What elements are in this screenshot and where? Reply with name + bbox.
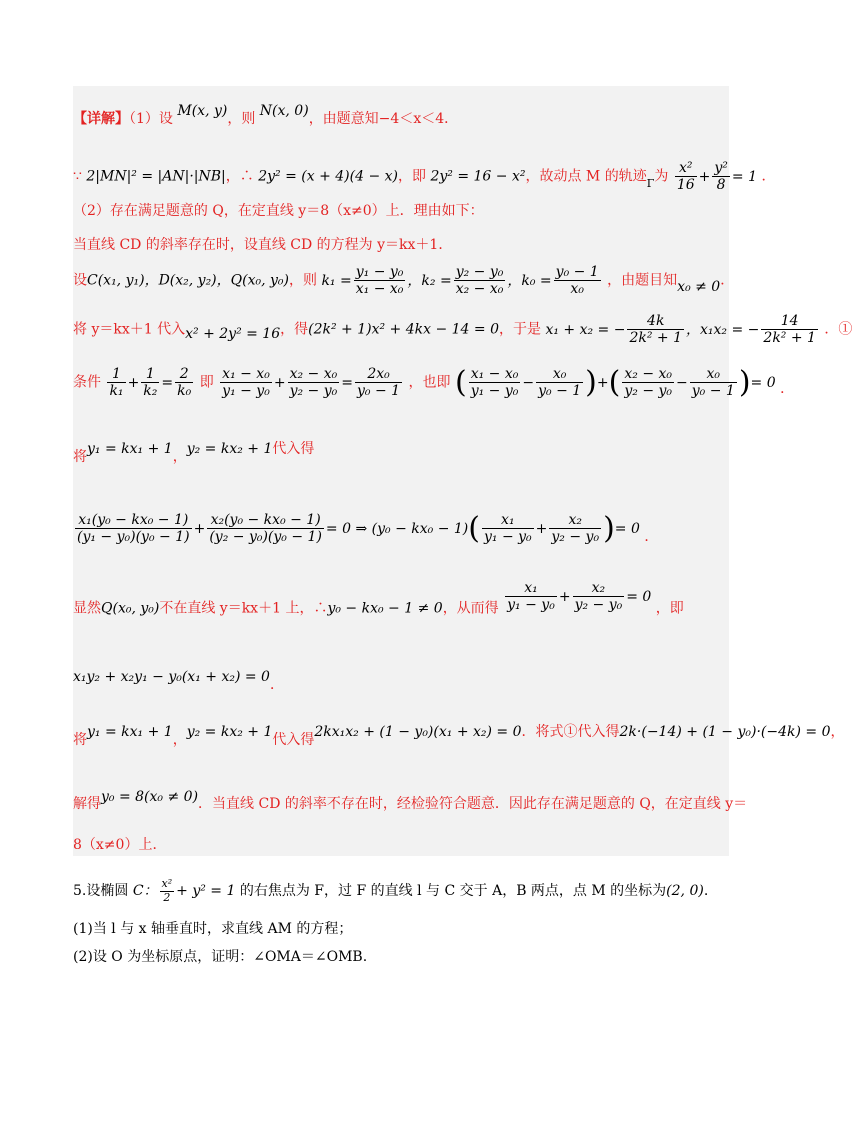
math-mid: = 0 ⇒ (y₀ − kx₀ − 1): [325, 520, 469, 537]
math-eq: 2y² = (x + 4)(4 − x): [258, 168, 398, 185]
text: 不在直线 y＝kx＋1 上，∴: [159, 600, 328, 617]
math-nonzero: y₀ − kx₀ − 1 ≠ 0: [327, 600, 443, 617]
frac-num: 4k: [627, 313, 684, 330]
text: ．: [720, 272, 735, 289]
problem-line-2: (1)当 l 与 x 轴垂直时，求直线 AM 的方程；: [73, 921, 353, 937]
frac-num: 2x₀: [355, 366, 402, 383]
solution-line-1: [73, 103, 459, 127]
solution-line-7: [73, 366, 794, 399]
math-tail: = 1: [731, 168, 757, 185]
text: ，则: [227, 111, 256, 127]
math-tail: = 0: [750, 374, 776, 391]
problem-line-3: (2)设 O 为坐标原点，证明：∠OMA＝∠OMB.: [73, 949, 368, 965]
frac-den: y₂ − y₀: [551, 529, 600, 546]
math-quadratic: (2k² + 1)x² + 4kx − 14 = 0: [308, 321, 499, 338]
text: ，于是: [499, 321, 541, 338]
text: 将 y＝kx＋1 代入: [73, 321, 186, 338]
math-eq: 2y² = 16 − x²: [430, 168, 526, 185]
solution-panel: [73, 86, 729, 856]
frac-den: k₀: [177, 383, 192, 400]
text: 即: [199, 374, 214, 391]
text: （1）设: [129, 111, 173, 127]
k2-label: ，k₂ =: [407, 272, 452, 289]
frac-den: 2k² + 1: [629, 330, 683, 347]
frac-den: (y₂ − y₀)(y₀ − 1): [209, 529, 322, 546]
text: ．: [780, 380, 795, 397]
text: ．①: [824, 321, 852, 338]
math-point-m: M(x, y): [177, 103, 228, 119]
k1-label: k₁ =: [321, 272, 352, 289]
frac-den: 8: [716, 177, 726, 194]
frac-num: x₀: [690, 366, 737, 383]
k0-label: ，k₀ =: [507, 272, 552, 289]
math-points: C(x₁, y₁)，D(x₂, y₂)，Q(x₀, y₀): [87, 272, 289, 289]
plus: +: [273, 374, 286, 391]
frac-den: x₀: [570, 281, 584, 298]
frac-num: x₂(y₀ − kx₀ − 1): [207, 512, 324, 529]
frac-num: 2: [175, 366, 193, 383]
frac-den: k₁: [109, 383, 124, 400]
text: ，: [172, 449, 187, 465]
math-vieta: [545, 313, 824, 347]
text: ，: [830, 724, 845, 740]
frac-num: y₁ − y₀: [355, 264, 404, 280]
text: 设: [73, 272, 87, 289]
math-ellipse-equation: $\frac{\text{x²}}{16}$ + $\frac{\text{y²}}{8}$ = 1: [676, 160, 757, 194]
text: ，即: [398, 168, 426, 185]
solution-line-3: （2）存在满足题意的 Q，在定直线 y＝8（x≠0）上．理由如下：: [73, 203, 484, 219]
math-y1: y₁ = kx₁ + 1: [87, 441, 173, 457]
math-y1: y₁ = kx₁ + 1: [87, 724, 173, 740]
frac-num: x₁: [482, 512, 534, 529]
math-y0-result: y₀ = 8(x₀ ≠ 0): [101, 789, 199, 805]
frac-den: y₁ − y₀: [483, 529, 532, 546]
frac-den: k₂: [143, 383, 158, 400]
text: 5.设椭圆: [73, 883, 129, 900]
plus: +: [596, 374, 609, 391]
frac-den: y₂ − y₀: [289, 383, 338, 400]
frac-den: y₂ − y₀: [574, 597, 623, 614]
math-y2: y₂ = kx₂ + 1: [186, 724, 273, 740]
solution-line-5: [73, 264, 734, 297]
frac-den: y₂ − y₀: [624, 383, 673, 400]
solution-line-12: [73, 724, 845, 748]
text: .: [703, 883, 709, 900]
text: ，也即: [408, 374, 451, 391]
solution-line-13: [73, 789, 748, 812]
frac-num: 1: [141, 366, 159, 383]
math-ellipse: x² + 2y² = 16: [185, 325, 281, 342]
frac-den: 2k² + 1: [763, 330, 816, 347]
text: ，从而得: [442, 600, 499, 617]
frac-den: 2: [163, 890, 171, 904]
math-substitution: $\frac{\text{x₁(y₀ − kx₀ − 1)}}{\text{(y₁ − y₀)(y₀ − 1)}}$ + $\frac{\text{x₂(y₀ − kx₀ − 1)}}{\text{(y₂ − y₀)(y₀ − 1)}}$ = 0 ⇒ (y₀ − kx₀ − 1)( $\frac{\text{x₁}}{\text{y₁ − y₀}}$ + $\frac{\text{x₂}}{\text{y₂ − y₀}}$ )= 0: [77, 510, 640, 546]
text: 为: [654, 168, 669, 185]
text: ，由题意知−4＜x＜4．: [308, 111, 459, 127]
frac-num: x₂ − x₀: [622, 366, 674, 383]
math-equation: 2kx₁x₂ + (1 − y₀)(x₁ + x₂) = 0: [314, 724, 522, 740]
because-symbol: ∵: [73, 168, 82, 185]
frac-num: x₂: [573, 580, 625, 597]
frac-num: x₁ − x₀: [220, 366, 272, 383]
text: ．将式①代入得: [521, 724, 620, 740]
text: 的右焦点为 F，过 F 的直线 l 与 C 交于 A，B 两点，点 M 的坐标为: [239, 883, 667, 900]
frac-den: x₁ − x₀: [355, 281, 404, 298]
plus: +: [127, 374, 140, 391]
text: ，由题目知: [607, 272, 678, 289]
math-x0-nonzero: x₀ ≠ 0: [677, 278, 721, 295]
text: 解得: [73, 796, 101, 812]
math-tail: = 0: [614, 520, 640, 537]
detail-tag: 【详解】: [73, 111, 129, 127]
solution-line-6: [73, 313, 852, 346]
text: ．: [269, 677, 284, 693]
text: ，得: [280, 321, 309, 338]
text: 将: [73, 449, 87, 465]
math-tail: = 0: [626, 588, 652, 605]
math-equation: x₁y₂ + x₂y₁ − y₀(x₁ + x₂) = 0: [73, 669, 270, 685]
frac-den: y₀ − 1: [538, 383, 582, 400]
text: ，则: [288, 272, 317, 289]
frac-num: y²: [714, 160, 728, 176]
frac-num: 14: [761, 313, 818, 330]
math-condition-final: ( $\frac{\text{x₁ − x₀}}{\text{y₁ − y₀}}$ − $\frac{\text{x₀}}{\text{y₀ − 1}}$ )+( $\frac{\text{x₂ − x₀}}{\text{y₂ − y₀}}$ − $\frac{\text{x₀}}{\text{y₀ − 1}}$ )= 0: [454, 364, 776, 400]
solution-line-10: [73, 580, 684, 625]
frac-num: y₂ − y₀: [455, 264, 504, 280]
math-mn-relation: 2|MN|² = |AN|·|NB|: [86, 168, 226, 185]
math-equation: 2k·(−14) + (1 − y₀)·(−4k) = 0: [619, 724, 831, 740]
frac-den: y₀ − 1: [691, 383, 735, 400]
frac-den: (y₁ − y₀)(y₀ − 1): [77, 529, 190, 546]
frac-num: y₀ − 1: [555, 264, 599, 280]
sum-lhs: x₁ + x₂ = −: [545, 321, 626, 338]
math-prefix: C：: [132, 883, 158, 900]
math-postfix: + y² = 1: [176, 883, 236, 900]
frac-den: x₂ − x₀: [455, 281, 504, 298]
solution-line-8: [73, 441, 315, 465]
math-y2: y₂ = kx₂ + 1: [186, 441, 273, 457]
text: 将: [73, 732, 87, 748]
math-point: (2, 0): [666, 883, 704, 900]
frac-den: y₁ − y₀: [470, 383, 519, 400]
text: ，: [172, 732, 187, 748]
frac-den: y₁ − y₀: [507, 597, 555, 614]
solution-line-9: [73, 512, 658, 545]
frac-num: x²: [675, 160, 697, 177]
frac-num: x₁: [505, 580, 557, 597]
frac-num: x₁ − x₀: [469, 366, 521, 383]
frac-num: x₂ − x₀: [288, 366, 340, 383]
text: ，即: [655, 600, 684, 617]
text: ，故动点 M 的轨迹: [525, 168, 647, 185]
math-result: $\frac{\text{x₁}}{\text{y₁ − y₀}}$ + $\frac{\text{x₂}}{\text{y₂ − y₀}}$ = 0: [507, 580, 652, 614]
frac-num: x²: [161, 877, 173, 890]
math-ellipse-c: [132, 877, 240, 904]
solution-line-2: [73, 160, 775, 193]
text: ．: [761, 168, 776, 185]
frac-den: y₁ − y₀: [222, 383, 270, 400]
math-condition-expanded: [218, 366, 408, 400]
math-condition: [105, 366, 199, 400]
equals: =: [161, 374, 174, 391]
math-slopes: [321, 264, 607, 298]
text: ．: [644, 528, 659, 545]
text: 条件: [73, 374, 101, 391]
equals: =: [341, 374, 353, 391]
text: 代入得: [272, 732, 315, 748]
therefore-symbol: ，∴: [225, 168, 254, 185]
math-q: Q(x₀, y₀): [101, 600, 160, 617]
frac-den: 16: [676, 177, 695, 194]
text: 显然: [73, 600, 101, 617]
math-gamma: Γ: [646, 176, 655, 190]
solution-line-14: 8（x≠0）上．: [73, 837, 167, 853]
frac-den: y₀ − 1: [357, 383, 401, 400]
problem-line-1: [73, 878, 708, 904]
text: 代入得: [272, 441, 315, 457]
minus: −: [522, 374, 535, 391]
solution-line-4: 当直线 CD 的斜率存在时，设直线 CD 的方程为 y＝kx＋1．: [73, 237, 453, 253]
frac-num: x₂: [549, 512, 601, 529]
text: ．当直线 CD 的斜率不存在时，经检验符合题意．因此存在满足题意的 Q，在定直线 y＝: [198, 796, 748, 812]
frac-num: x₀: [536, 366, 583, 383]
frac-num: 1: [107, 366, 125, 383]
frac-num: x₁(y₀ − kx₀ − 1): [75, 512, 192, 529]
minus: −: [676, 374, 688, 391]
solution-line-11: [73, 669, 284, 693]
math-point-n: N(x, 0): [259, 103, 309, 119]
prod-lhs: ，x₁x₂ = −: [686, 321, 760, 338]
